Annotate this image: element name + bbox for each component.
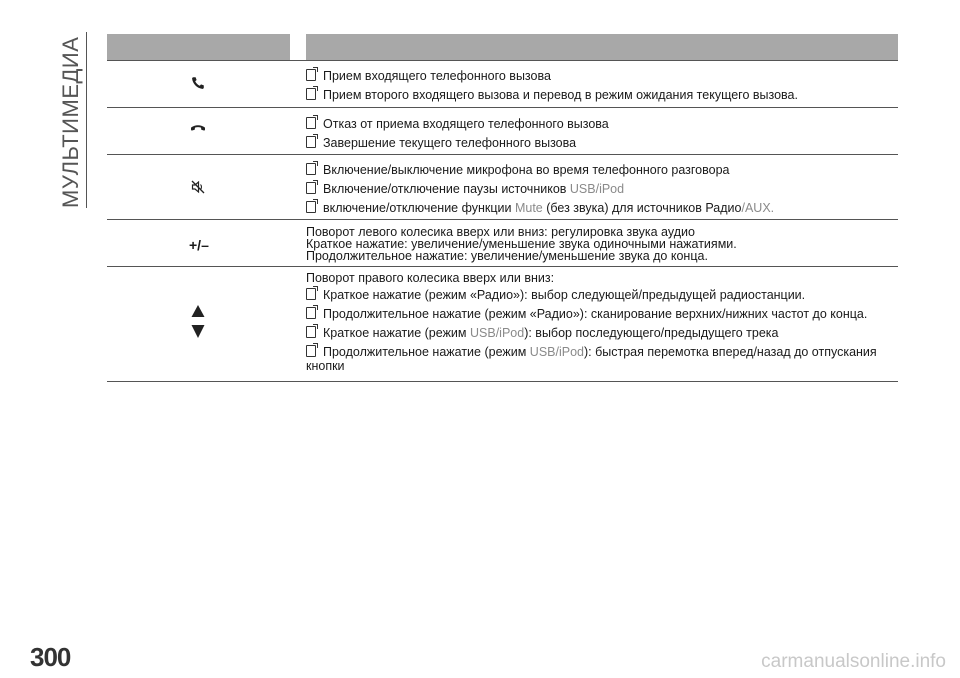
icon-cell	[107, 266, 306, 381]
icon-cell	[107, 61, 306, 107]
description-text: Отказ от приема входящего телефонного вызова	[323, 117, 609, 131]
section-title-text: МУЛЬТИМЕДИА	[58, 36, 83, 208]
volume-plus-minus-label: +/–	[189, 237, 209, 253]
list-item	[306, 360, 345, 373]
bullet-checkbox-icon	[306, 201, 316, 213]
list-item	[306, 250, 708, 263]
list-item	[306, 88, 798, 103]
page-number: 300	[30, 642, 71, 672]
description-text: кнопки	[306, 359, 345, 373]
bullet-checkbox-icon	[306, 69, 316, 81]
list-item	[306, 69, 551, 84]
source-term-text: USB/iPod	[470, 326, 525, 340]
bullet-checkbox-icon	[306, 182, 316, 194]
source-term-text: /AUX.	[741, 201, 775, 215]
source-term-text: USB/iPod	[529, 345, 584, 359]
section-title-vertical	[56, 28, 84, 208]
mute-icon	[191, 180, 205, 194]
list-item	[306, 288, 805, 303]
table-row-volume	[107, 219, 898, 267]
table-row-seek	[107, 266, 898, 382]
description-text: Продолжительное нажатие (режим «Радио»): сканирование верхних/нижних частот до конца.	[323, 307, 868, 321]
description-text: Продолжительное нажатие (режим	[323, 345, 530, 359]
list-item	[306, 272, 554, 285]
icon-cell	[107, 154, 306, 219]
description-text: Прием входящего телефонного вызова	[323, 69, 551, 83]
list-item	[306, 182, 624, 197]
table-header-gap	[290, 34, 306, 60]
list-item	[306, 326, 779, 341]
icon-cell	[107, 107, 306, 154]
list-item	[306, 163, 730, 178]
description-text: Краткое нажатие (режим «Радио»): выбор следующей/предыдущей радиостанции.	[323, 288, 806, 302]
up-down-arrows-icon	[191, 304, 205, 340]
bullet-checkbox-icon	[306, 345, 316, 357]
description-text: включение/отключение функции	[323, 201, 515, 215]
bullet-checkbox-icon	[306, 326, 316, 338]
phone-answer-icon	[191, 76, 205, 90]
description-text: Включение/отключение паузы источников	[323, 182, 570, 196]
description-text: ): быстрая перемотка вперед/назад до отпускания	[584, 345, 877, 359]
source-term-text: USB/iPod	[569, 182, 625, 196]
description-text: Продолжительное нажатие: увеличение/уменьшение звука до конца.	[306, 249, 708, 263]
list-item	[306, 345, 877, 360]
list-item	[306, 201, 774, 216]
description-text: (без звука) для источников Радио	[542, 201, 742, 215]
bullet-checkbox-icon	[306, 117, 316, 129]
description-text: Поворот правого колесика вверх или вниз:	[306, 271, 555, 285]
bullet-checkbox-icon	[306, 88, 316, 100]
list-item	[306, 136, 576, 151]
list-item	[306, 117, 609, 132]
table-row-answer-call	[107, 61, 898, 108]
description-text: ): выбор последующего/предыдущего трека	[524, 326, 779, 340]
description-text: Завершение текущего телефонного вызова	[323, 136, 577, 150]
description-text: Прием второго входящего вызова и перевод в режим ожидания текущего вызова.	[323, 88, 798, 102]
bullet-checkbox-icon	[306, 288, 316, 300]
description-text: Краткое нажатие: увеличение/уменьшение звука одиночными нажатиями.	[306, 237, 737, 251]
table-row-mute	[107, 154, 898, 220]
bullet-checkbox-icon	[306, 163, 316, 175]
bullet-checkbox-icon	[306, 307, 316, 319]
table-header-bar	[107, 34, 898, 60]
list-item	[306, 307, 867, 322]
side-rule	[86, 32, 87, 208]
icon-cell	[107, 219, 306, 266]
watermark-text: carmanualsonline.info	[761, 651, 946, 672]
source-term-text: Mute	[514, 201, 543, 215]
table-row-reject-call	[107, 107, 898, 155]
description-text: Поворот левого колесика вверх или вниз: регулировка звука аудио	[306, 225, 695, 239]
bullet-checkbox-icon	[306, 136, 316, 148]
description-text: Краткое нажатие (режим	[323, 326, 470, 340]
description-text: Включение/выключение микрофона во время телефонного разговора	[323, 163, 730, 177]
phone-hangup-icon	[190, 123, 206, 132]
